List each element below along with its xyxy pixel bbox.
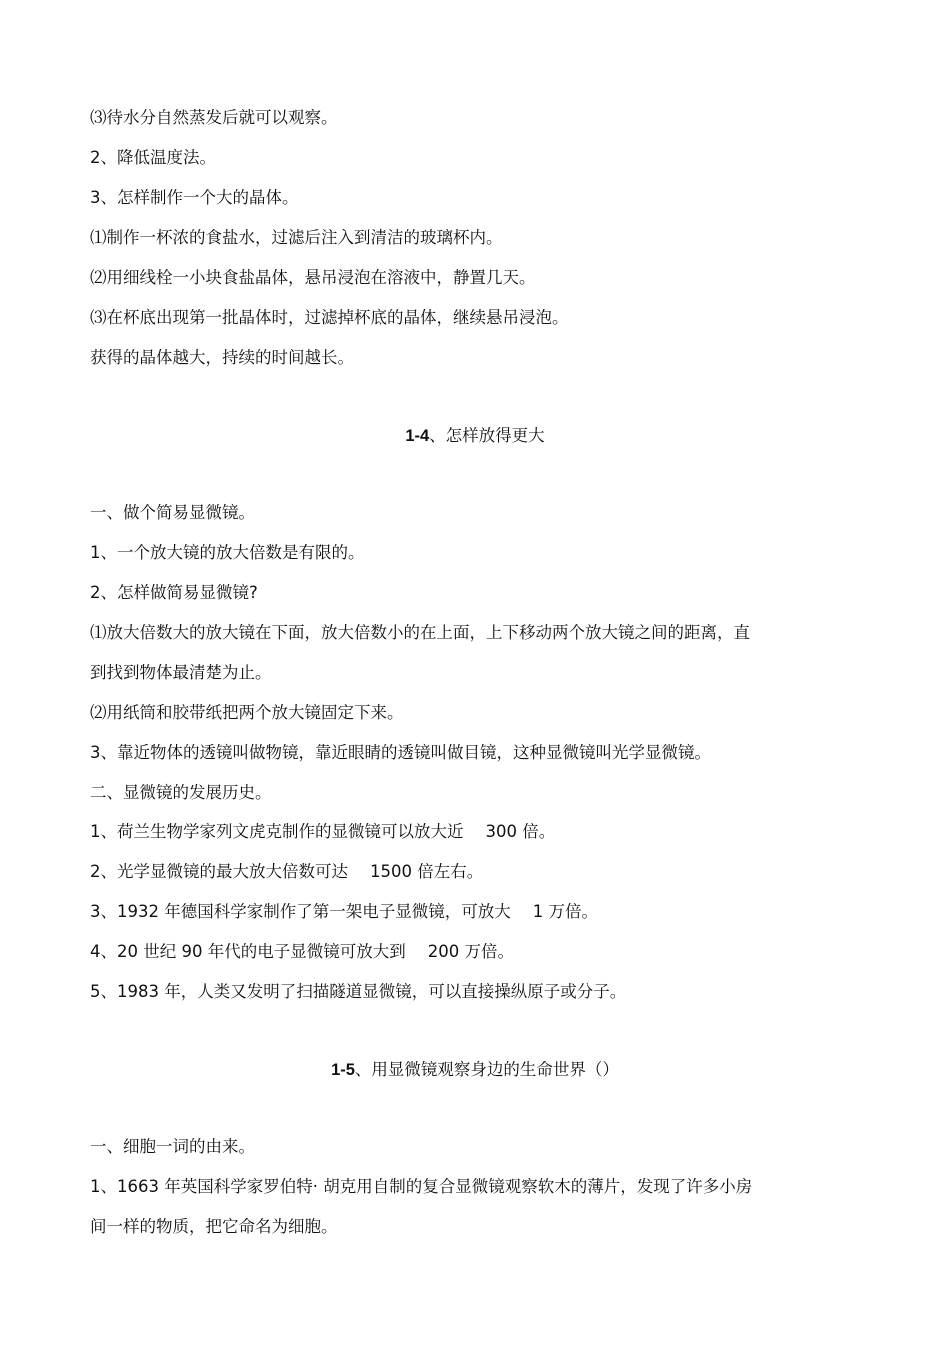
history-item [90,982,830,1002]
text-line: 到找到物体最清楚为止。 [90,663,272,682]
text-line: ⑵用细线栓一小块食盐晶体，悬吊浸泡在溶液中，静置几天。 [90,268,536,287]
text-line: ⑶在杯底出现第一批晶体时，过滤掉杯底的晶体，继续悬吊浸泡。 [90,308,569,327]
history-item [90,862,830,882]
text-line: ⑵用纸筒和胶带纸把两个放大镜固定下来。 [90,703,404,722]
text-line: 获得的晶体越大，持续的时间越长。 [90,348,354,367]
text-line: 2、降低温度法。 [90,148,216,167]
section-heading-1-4 [0,426,950,446]
history-text: 3、1932 年德国科学家制作了第一架电子显微镜，可放大 [90,902,511,921]
history-text: 1、荷兰生物学家列文虎克制作的显微镜可以放大近 [90,822,464,841]
section-heading-1-5 [0,1060,950,1080]
history-value: 300 倍。 [485,822,556,841]
text-line: 二、显微镜的发展历史。 [90,783,272,802]
text-line: 2、怎样做简易显微镜? [90,583,258,602]
text-line: 1、1663 年英国科学家罗伯特· 胡克用自制的复合显微镜观察软木的薄片，发现了许多小房 [90,1177,753,1196]
history-text: 2、光学显微镜的最大放大倍数可达 [90,862,348,881]
text-line: 3、怎样制作一个大的晶体。 [90,188,299,207]
section-title: 、用显微镜观察身边的生命世界（） [354,1060,619,1079]
history-value: 1500 倍左右。 [370,862,484,881]
history-value: 1 万倍。 [532,902,598,921]
history-item [90,902,830,922]
text-line: ⑴放大倍数大的放大镜在下面，放大倍数小的在上面，上下移动两个放大镜之间的距离，直 [90,623,750,642]
history-item [90,822,830,842]
history-value: 200 万倍。 [427,942,514,961]
text-line: 间一样的物质，把它命名为细胞。 [90,1217,338,1236]
text-line: ⑶待水分自然蒸发后就可以观察。 [90,108,338,127]
text-line: 一、细胞一词的由来。 [90,1137,255,1156]
section-number: 1-5 [331,1061,355,1079]
text-line: 3、靠近物体的透镜叫做物镜，靠近眼睛的透镜叫做目镜，这种显微镜叫光学显微镜。 [90,743,711,762]
text-line: 1、一个放大镜的放大倍数是有限的。 [90,543,365,562]
section-title: 、怎样放得更大 [429,426,545,445]
section-number: 1-4 [405,427,430,445]
history-text: 4、20 世纪 90 年代的电子显微镜可放大到 [90,942,406,961]
history-text: 5、1983 年，人类又发明了扫描隧道显微镜，可以直接操纵原子或分子。 [90,982,627,1001]
history-item [90,942,830,962]
text-line: ⑴制作一杯浓的食盐水，过滤后注入到清洁的玻璃杯内。 [90,228,503,247]
text-line: 一、做个简易显微镜。 [90,503,255,522]
